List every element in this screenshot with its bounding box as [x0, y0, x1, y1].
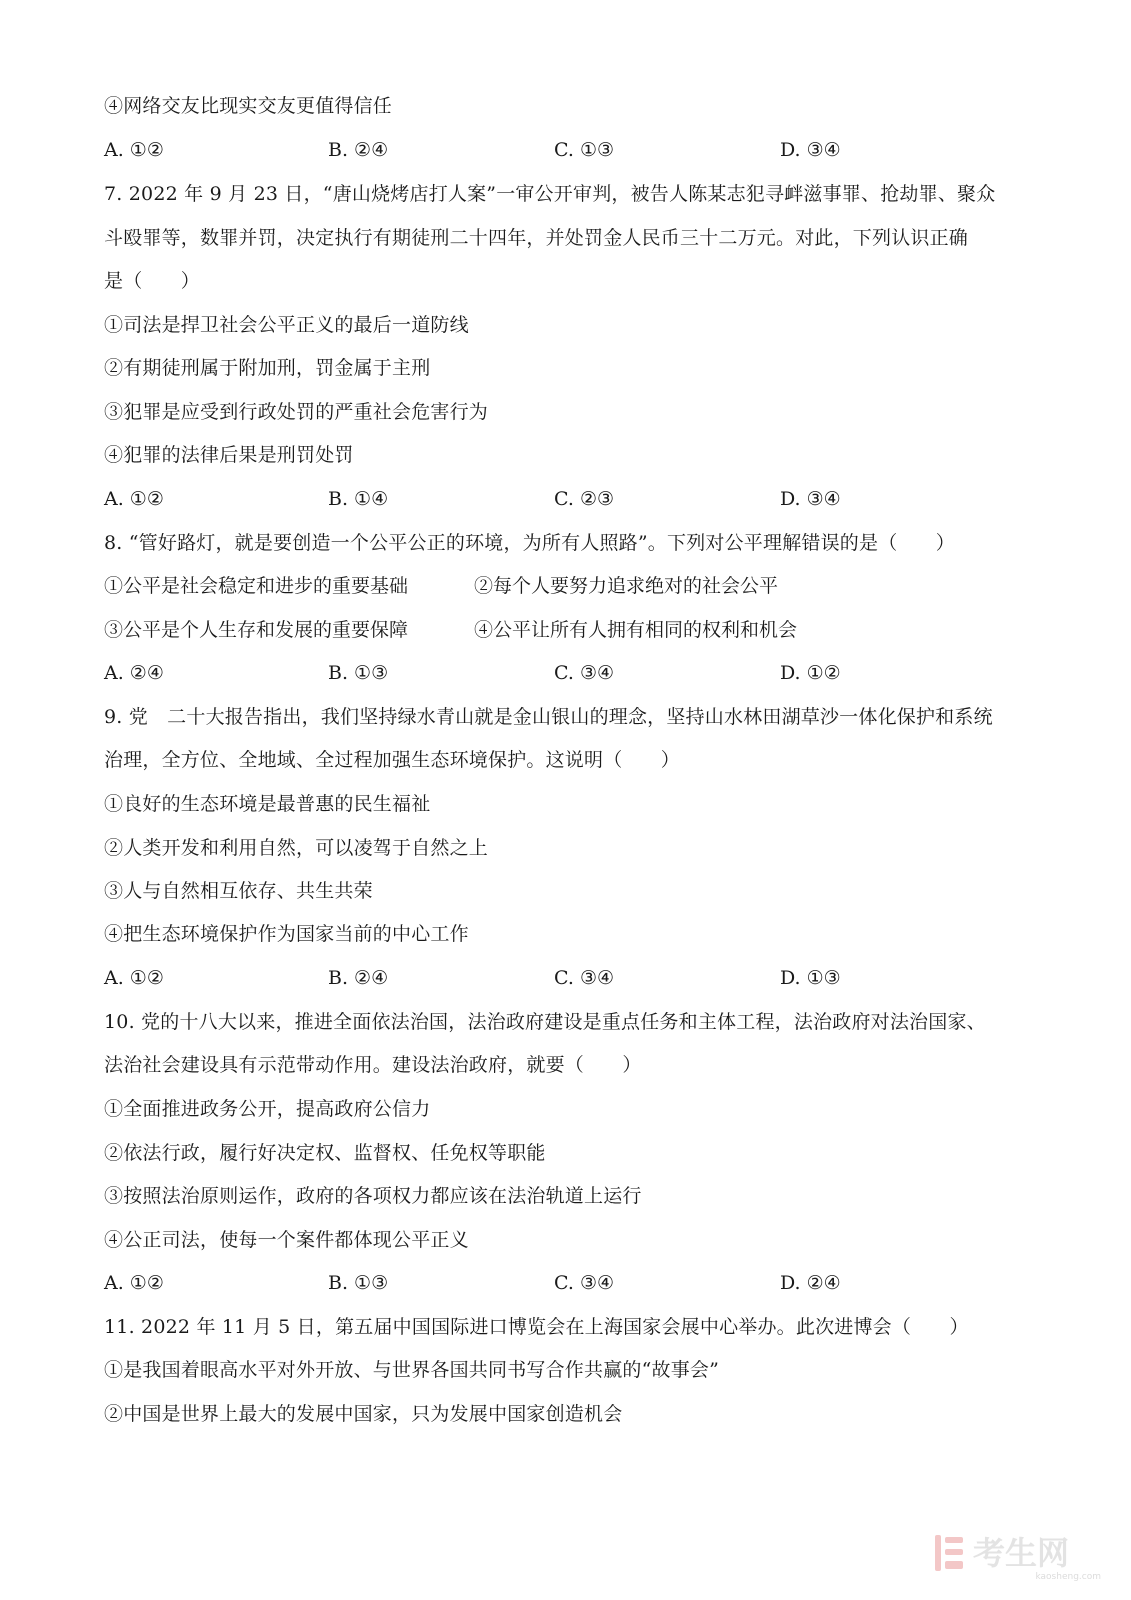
document-page	[104, 0, 1044, 1600]
kaosheng-logo-icon	[931, 1533, 967, 1573]
q10-choice-a: A. ①②	[104, 1272, 164, 1294]
q10-option-1: ①全面推进政务公开，提高政府公信力	[104, 1098, 431, 1120]
q9-option-3: ③人与自然相互依存、共生共荣	[104, 880, 373, 902]
q8-choice-a: A. ②④	[104, 662, 164, 684]
q11-option-1: ①是我国着眼高水平对外开放、与世界各国共同书写合作共赢的“故事会”	[104, 1359, 720, 1381]
watermark-site: kaosheng.com	[1035, 1572, 1101, 1582]
q9-stem-line-2: 治理，全方位、全地域、全过程加强生态环境保护。这说明（ ）	[104, 749, 681, 771]
q6-choice-d: D. ③④	[780, 139, 841, 161]
q9-option-4: ④把生态环境保护作为国家当前的中心工作	[104, 923, 469, 945]
q6-choice-c: C. ①③	[554, 139, 615, 161]
q10-choice-b: B. ①③	[328, 1272, 389, 1294]
q9-choice-c: C. ③④	[554, 967, 615, 989]
q8-option-4: ④公平让所有人拥有相同的权利和机会	[474, 619, 798, 641]
q7-option-1: ①司法是捍卫社会公平正义的最后一道防线	[104, 314, 469, 336]
q10-option-4: ④公正司法，使每一个案件都体现公平正义	[104, 1229, 469, 1251]
q8-option-3: ③公平是个人生存和发展的重要保障	[104, 619, 409, 641]
q8-choice-d: D. ①②	[780, 662, 841, 684]
watermark	[931, 1530, 1101, 1582]
q9-option-1: ①良好的生态环境是最普惠的民生福祉	[104, 793, 431, 815]
q7-stem-line-2: 斗殴罪等，数罪并罚，决定执行有期徒刑二十四年，并处罚金人民币三十二万元。对此，下列认识正确	[104, 227, 969, 249]
q8-choice-b: B. ①③	[328, 662, 389, 684]
q11-option-2: ②中国是世界上最大的发展中国家，只为发展中国家创造机会	[104, 1403, 623, 1425]
q8-option-2: ②每个人要努力追求绝对的社会公平	[474, 575, 779, 597]
q7-option-3: ③犯罪是应受到行政处罚的严重社会危害行为	[104, 401, 489, 423]
q10-option-2: ②依法行政，履行好决定权、监督权、任免权等职能	[104, 1142, 546, 1164]
q8-stem: 8. “管好路灯，就是要创造一个公平公正的环境，为所有人照路”。下列对公平理解错误的是（ ）	[104, 532, 955, 554]
q7-choice-a: A. ①②	[104, 488, 164, 510]
q7-option-4: ④犯罪的法律后果是刑罚处罚	[104, 444, 354, 466]
q10-choice-d: D. ②④	[780, 1272, 841, 1294]
q10-stem-line-1: 10. 党的十八大以来，推进全面依法治国，法治政府建设是重点任务和主体工程，法治政府对法治国家、	[104, 1011, 986, 1033]
q8-option-1: ①公平是社会稳定和进步的重要基础	[104, 575, 409, 597]
q6-option-4: ④网络交友比现实交友更值得信任	[104, 95, 393, 117]
q9-stem-line-1: 9. 党 二十大报告指出，我们坚持绿水青山就是金山银山的理念，坚持山水林田湖草沙一体化保护和系统	[104, 706, 993, 728]
q10-stem-line-2: 法治社会建设具有示范带动作用。建设法治政府，就要（ ）	[104, 1054, 642, 1076]
q7-option-2: ②有期徒刑属于附加刑，罚金属于主刑	[104, 357, 431, 379]
q8-choice-c: C. ③④	[554, 662, 615, 684]
q9-choice-d: D. ①③	[780, 967, 841, 989]
q10-choice-c: C. ③④	[554, 1272, 615, 1294]
q7-choice-c: C. ②③	[554, 488, 615, 510]
q7-stem-line-3: 是（ ）	[104, 270, 201, 292]
q10-option-3: ③按照法治原则运作，政府的各项权力都应该在法治轨道上运行	[104, 1185, 642, 1207]
watermark-brand: 考生网	[973, 1534, 1070, 1572]
q6-choice-a: A. ①②	[104, 139, 164, 161]
q7-choice-b: B. ①④	[328, 488, 389, 510]
q11-stem: 11. 2022 年 11 月 5 日，第五届中国国际进口博览会在上海国家会展中心举办。此次进博会（ ）	[104, 1316, 969, 1338]
q9-choice-a: A. ①②	[104, 967, 164, 989]
q7-stem-line-1: 7. 2022 年 9 月 23 日，“唐山烧烤店打人案”一审公开审判，被告人陈某志犯寻衅滋事罪、抢劫罪、聚众	[104, 183, 996, 205]
q9-option-2: ②人类开发和利用自然，可以凌驾于自然之上	[104, 837, 489, 859]
q9-choice-b: B. ②④	[328, 967, 389, 989]
q6-choice-b: B. ②④	[328, 139, 389, 161]
q7-choice-d: D. ③④	[780, 488, 841, 510]
